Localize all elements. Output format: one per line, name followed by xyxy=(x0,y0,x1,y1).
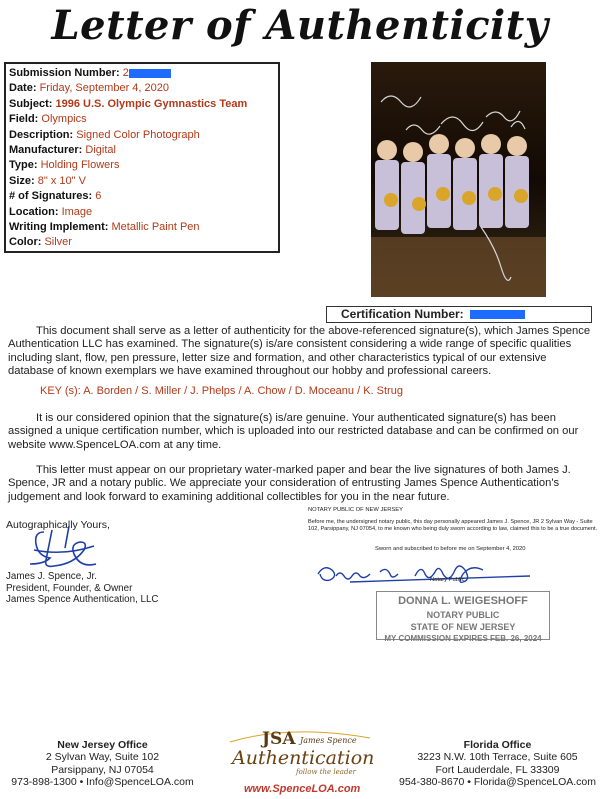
watermark-paragraph: This letter must appear on our proprietary water-marked paper and bear the live signatures of both James J. Spence, JR and a notary public. We appreciate your consideration of entrusting James Spence Authentication's judgement and look forward to examining additional collectibles for you in the near future. xyxy=(8,464,571,503)
page-title: Letter of Authenticity xyxy=(51,2,549,49)
info-label: Field: xyxy=(9,113,39,126)
logo-url: www.SpenceLOA.com xyxy=(244,783,361,795)
info-row xyxy=(9,81,275,96)
submission-info-box xyxy=(4,62,280,253)
fl-office-street: 3223 N.W. 10th Terrace, Suite 605 xyxy=(417,751,578,764)
info-label: Writing Implement: xyxy=(9,220,109,233)
logo-name: James Spence xyxy=(300,736,357,745)
info-value: Friday, September 4, 2020 xyxy=(39,82,169,95)
logo-word: Authentication xyxy=(232,747,375,769)
info-label: Type: xyxy=(9,159,38,172)
info-row xyxy=(9,174,275,189)
info-row xyxy=(9,158,275,173)
notary-signature xyxy=(310,548,540,588)
info-row xyxy=(9,205,275,220)
info-row xyxy=(9,66,275,81)
opinion-paragraph: It is our considered opinion that the signature(s) is/are genuine. Your authenticated signature(s) has been assigned a unique certification number, which is uploaded into our restricted database and can be confirmed on our website www.SpenceLOA.com at any time. xyxy=(8,412,579,451)
stamp-line-state: STATE OF NEW JERSEY xyxy=(410,622,516,632)
nj-office-title: New Jersey Office xyxy=(57,739,148,751)
info-value: Metallic Paint Pen xyxy=(111,220,200,233)
info-row xyxy=(9,143,275,158)
signer-name: James J. Spence, Jr. xyxy=(6,571,97,582)
info-label: Description: xyxy=(9,128,74,141)
authenticity-paragraph: This document shall serve as a letter of authenticity for the above-referenced signature(s), which James Spence Authentication LLC has examined. The signature(s) is/are consistent considering a wide range of specific qualities including slant, flow, pen pressure, letter size and formation, and other characteristics typical of our extensive database of known exemplars we have examined throughout our hobby and professional careers. xyxy=(8,325,591,377)
submission-redaction xyxy=(129,69,171,78)
info-row xyxy=(9,97,275,112)
fl-office-contact: 954-380-8670 • Florida@SpenceLOA.com xyxy=(398,776,597,789)
info-label: Subject: xyxy=(9,97,53,110)
info-row xyxy=(9,220,275,235)
info-label: # of Signatures: xyxy=(9,190,93,203)
info-value: 8" x 10" V xyxy=(37,174,86,187)
stamp-line-title: NOTARY PUBLIC xyxy=(426,610,500,620)
info-value: Olympics xyxy=(41,113,87,126)
info-label: Size: xyxy=(9,174,35,187)
photo-image xyxy=(371,62,546,297)
info-value: Silver xyxy=(44,236,72,249)
notary-public-label: Notary Public xyxy=(430,577,465,583)
stamp-line-name: DONNA L. WEIGESHOFF xyxy=(398,595,528,607)
notary-heading: NOTARY PUBLIC OF NEW JERSEY xyxy=(308,507,404,513)
info-label: Submission Number: xyxy=(9,67,120,79)
signature-keys: KEY (s): A. Borden / S. Miller / J. Phelps / A. Chow / D. Moceanu / K. Strug xyxy=(40,385,403,397)
info-value: Digital xyxy=(85,143,116,156)
signer-block xyxy=(6,571,159,606)
info-value: Holding Flowers xyxy=(40,159,120,172)
logo-brand: JSA xyxy=(262,729,296,749)
info-label: Location: xyxy=(9,205,59,218)
stamp-line-expiry: MY COMMISSION EXPIRES FEB. 26, 2024 xyxy=(384,634,542,643)
president-signature xyxy=(14,522,109,574)
info-value: 1996 U.S. Olympic Gymnastics Team xyxy=(55,97,248,110)
jsa-logo xyxy=(222,728,378,798)
closing-line: Autographically Yours, xyxy=(6,519,110,531)
info-value: 2 xyxy=(122,67,129,79)
certification-number-box xyxy=(326,306,592,323)
certification-label: Certification Number: xyxy=(341,307,464,321)
fl-office-title: Florida Office xyxy=(463,739,532,751)
info-label: Color: xyxy=(9,236,42,249)
florida-office xyxy=(395,739,600,789)
info-value: 6 xyxy=(95,190,102,203)
fl-office-city: Fort Lauderdale, FL 33309 xyxy=(435,763,560,776)
info-row xyxy=(9,235,275,250)
logo-tagline: follow the leader xyxy=(296,768,356,776)
new-jersey-office xyxy=(0,739,205,789)
notary-sworn-line: Sworn and subscribed to before me on September 4, 2020 xyxy=(375,546,526,552)
nj-office-street: 2 Sylvan Way, Suite 102 xyxy=(45,751,160,764)
info-row xyxy=(9,189,275,204)
signer-company: James Spence Authentication, LLC xyxy=(6,594,159,606)
info-label: Manufacturer: xyxy=(9,143,83,156)
signed-team-photo xyxy=(371,62,546,297)
info-label: Date: xyxy=(9,82,37,95)
nj-office-city: Parsippany, NJ 07054 xyxy=(51,763,154,776)
info-row xyxy=(9,128,275,143)
info-value: Image xyxy=(61,205,93,218)
nj-office-contact: 973-898-1300 • Info@SpenceLOA.com xyxy=(11,776,194,789)
info-row xyxy=(9,112,275,127)
info-value: Signed Color Photograph xyxy=(76,128,200,141)
notary-stamp xyxy=(376,591,550,643)
signer-role: President, Founder, & Owner xyxy=(6,582,133,594)
certification-redaction xyxy=(470,310,525,319)
notary-statement: Before me, the undersigned notary public, this day personally appeared James J. Spence, JR 2 Sylvan Way - Suite 102, Parsippany, NJ 07054, to me known who being duly sworn according to law, claimed this to be a true document. xyxy=(308,519,598,532)
